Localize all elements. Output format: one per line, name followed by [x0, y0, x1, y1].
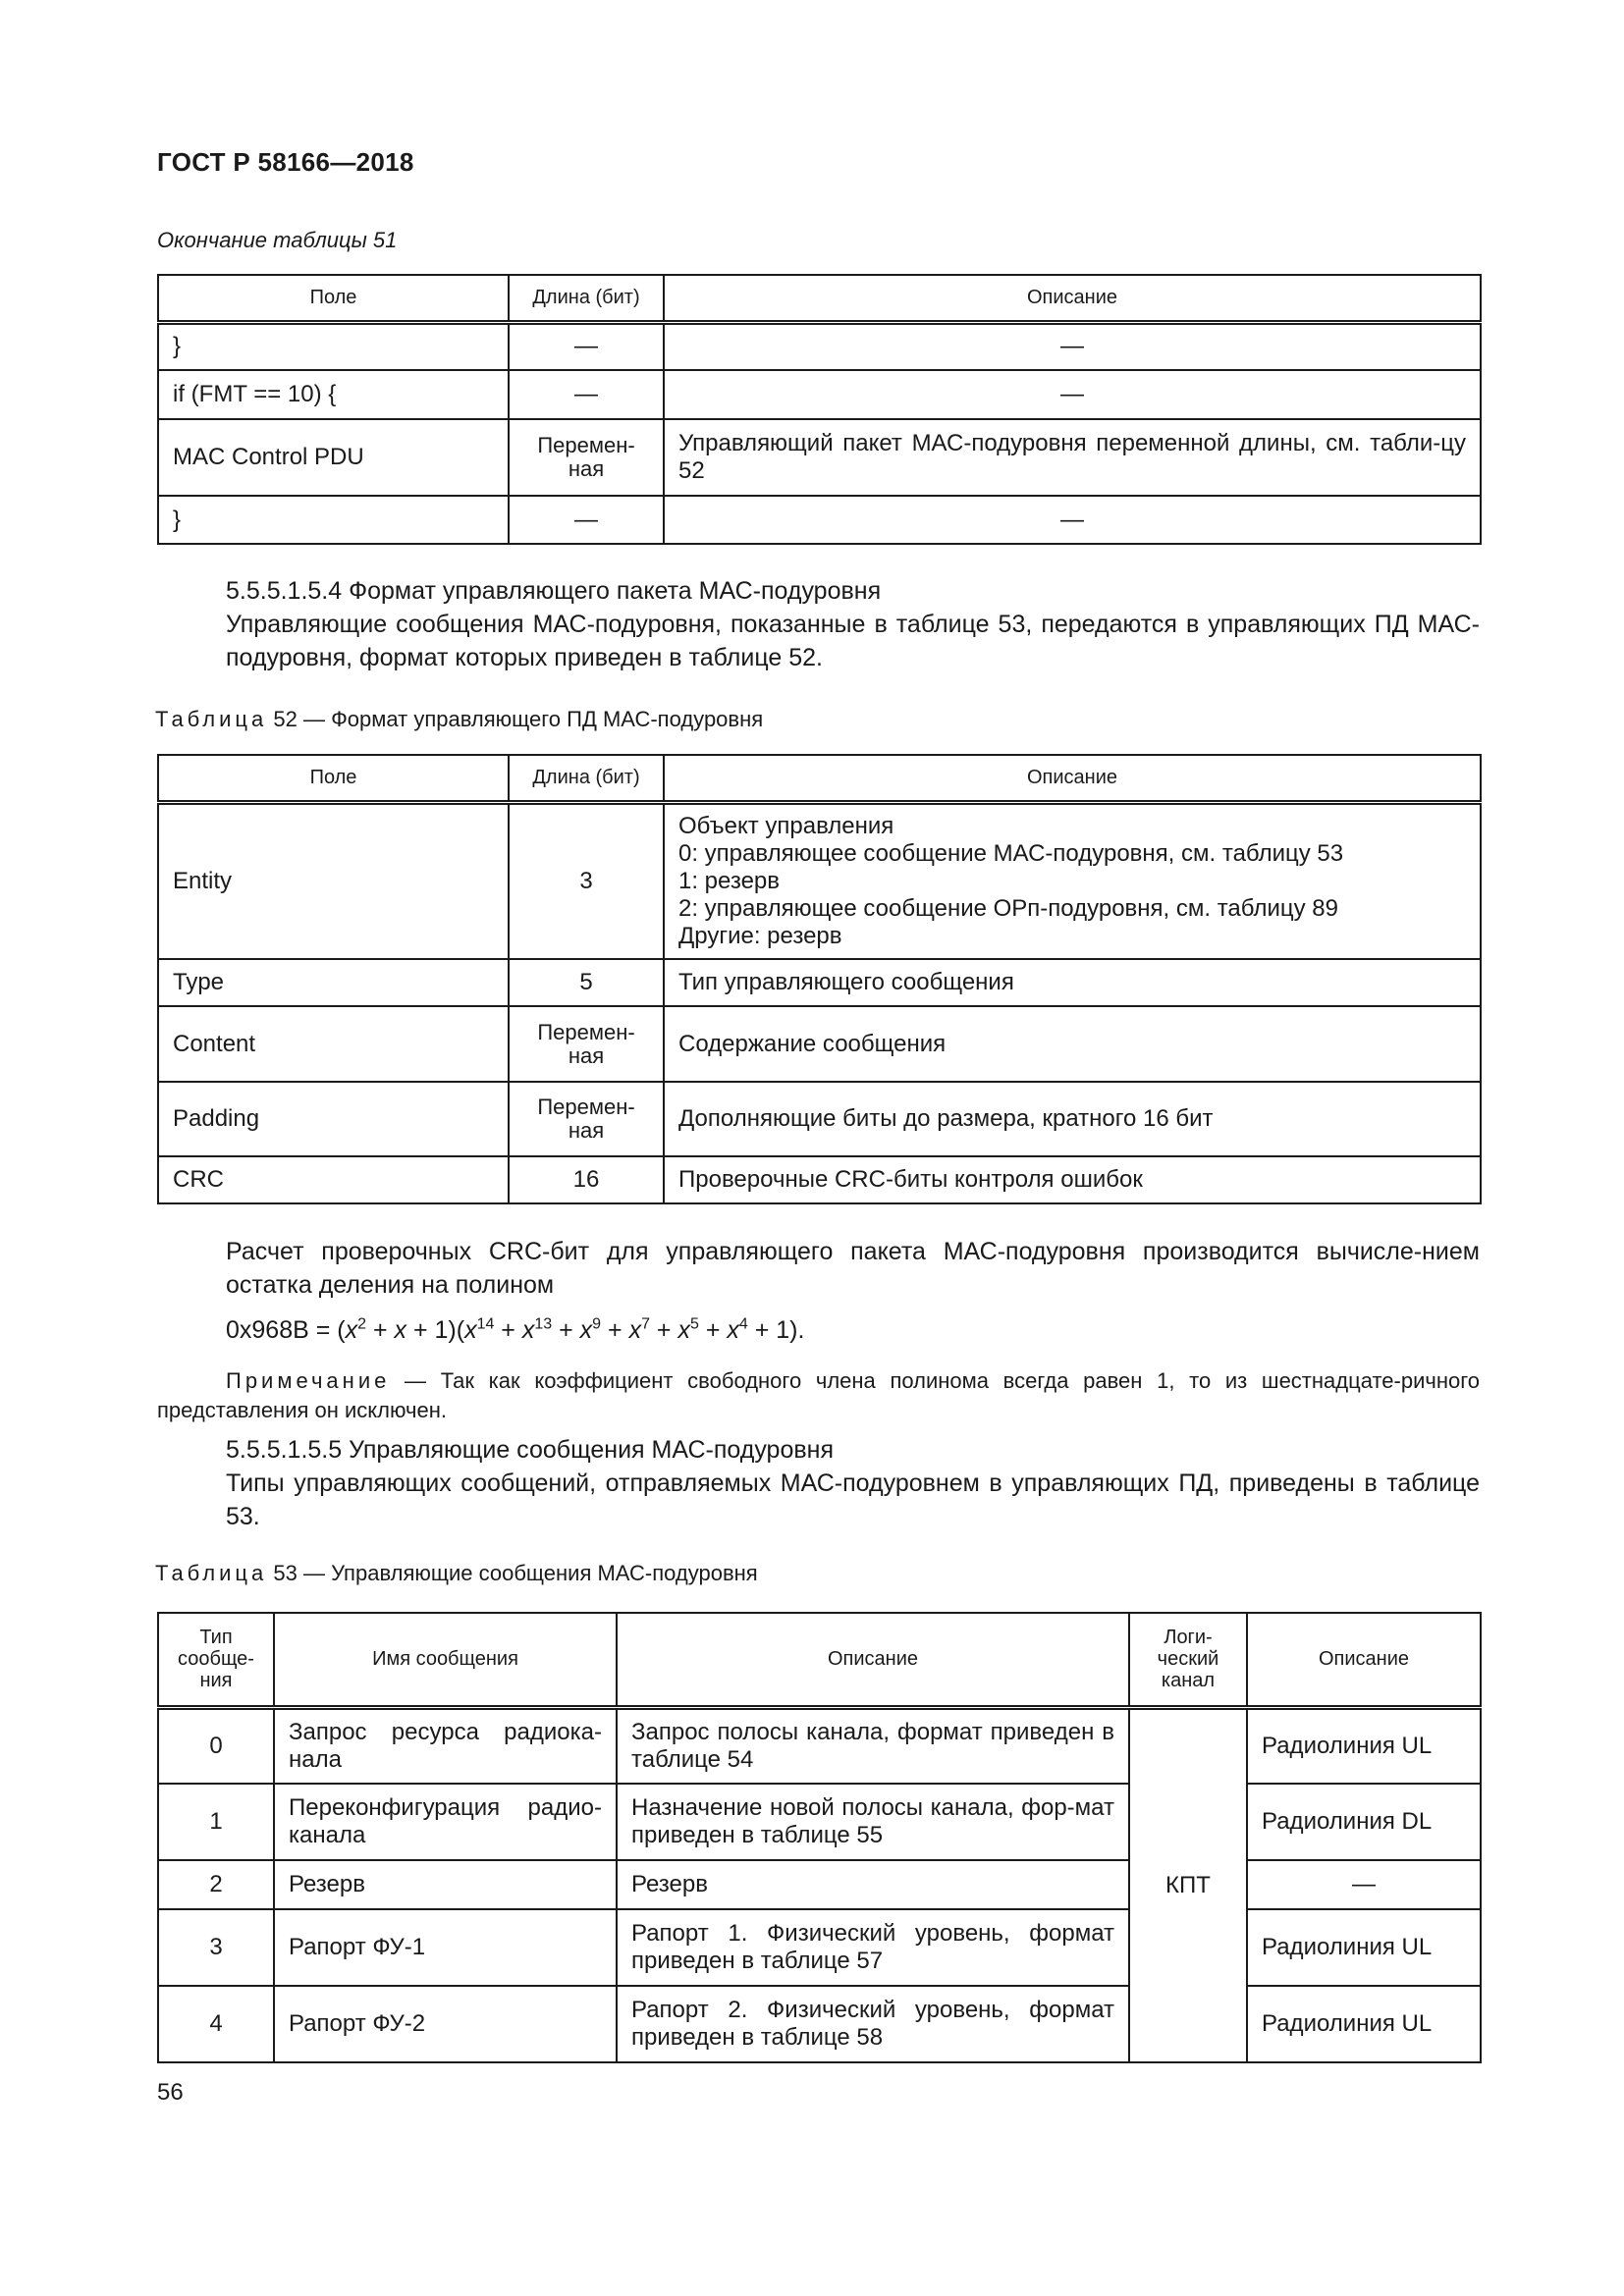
table-row — [158, 959, 1481, 1006]
table52-header-description: Описание — [664, 755, 1481, 802]
crc-paragraph — [157, 1235, 1480, 1347]
table51-cell-field: if (FMT == 10) { — [158, 370, 509, 419]
table53-cell-type: 4 — [158, 1986, 274, 2062]
table52-cell-field: Padding — [158, 1082, 509, 1156]
table-row — [158, 802, 1481, 959]
table-row — [158, 1082, 1481, 1156]
table-51 — [157, 274, 1482, 545]
note-text: — Так как коэффициент свободного члена полинома всегда равен 1, то из шестнадцате-ричного представления он исключен. — [157, 1368, 1480, 1422]
table53-caption-text: 53 — Управляющие сообщения МАС-подуровня — [267, 1561, 758, 1585]
table52-cell-description: Дополняющие биты до размера, кратного 16 бит — [664, 1082, 1481, 1156]
table-row — [158, 1860, 1481, 1909]
table51-caption: Окончание таблицы 51 — [157, 228, 398, 252]
table51-cell-field: MAC Control PDU — [158, 419, 509, 496]
table-row — [158, 322, 1481, 370]
section-text: Управляющие сообщения МАС-подуровня, показанные в таблице 53, передаются в управляющих ПД МАС-подуровня, формат которых приведен в таблице 52. — [226, 611, 1480, 671]
note — [157, 1366, 1480, 1425]
table53-header-description: Описание — [617, 1613, 1129, 1707]
table53-cell-description: Назначение новой полосы канала, фор-мат приведен в таблице 55 — [617, 1784, 1129, 1860]
table53-cell-description: Рапорт 2. Физический уровень, формат приведен в таблице 58 — [617, 1986, 1129, 2062]
section-5-5-5-1-5-4 — [157, 574, 1480, 674]
table53-cell-direction: Радиолиния UL — [1247, 1986, 1481, 2062]
document-header: ГОСТ Р 58166—2018 — [157, 147, 414, 177]
section-title: 5.5.5.1.5.5 Управляющие сообщения МАС-подуровня — [226, 1436, 834, 1464]
table-52 — [157, 754, 1482, 1204]
table-row — [158, 1156, 1481, 1203]
table53-cell-description: Запрос полосы канала, формат приведен в таблице 54 — [617, 1707, 1129, 1784]
table52-cell-field: Content — [158, 1006, 509, 1082]
table51-cell-description: — — [664, 370, 1481, 419]
table53-cell-type: 3 — [158, 1909, 274, 1986]
table53-cell-description: Резерв — [617, 1860, 1129, 1909]
table53-cell-direction: Радиолиния DL — [1247, 1784, 1481, 1860]
table-53 — [157, 1612, 1482, 2063]
table52-cell-length: 3 — [509, 802, 664, 959]
table52-caption-text: 52 — Формат управляющего ПД МАС-подуровня — [267, 707, 764, 731]
page-number: 56 — [157, 2079, 184, 2106]
crc-text: Расчет проверочных CRC-бит для управляющего пакета МАС-подуровня производится вычисле-нием остатка деления на полином — [226, 1238, 1480, 1299]
table-row — [158, 1006, 1481, 1082]
table51-cell-length: — — [509, 496, 664, 544]
section-title: 5.5.5.1.5.4 Формат управляющего пакета МАС-подуровня — [226, 577, 882, 605]
table52-cell-length: 5 — [509, 959, 664, 1006]
table53-cell-name: Переконфигурация радио-канала — [274, 1784, 617, 1860]
table-row — [158, 1784, 1481, 1860]
table51-cell-field: } — [158, 322, 509, 370]
table53-cell-description: Рапорт 1. Физический уровень, формат приведен в таблице 57 — [617, 1909, 1129, 1986]
table-row — [158, 496, 1481, 544]
table51-cell-description: — — [664, 496, 1481, 544]
table52-cell-length: 16 — [509, 1156, 664, 1203]
table51-cell-description: — — [664, 322, 1481, 370]
table52-cell-length: Перемен-ная — [509, 1082, 664, 1156]
table52-header-length: Длина (бит) — [509, 755, 664, 802]
section-text: Типы управляющих сообщений, отправляемых МАС-подуровнем в управляющих ПД, приведены в таблице 53. — [226, 1469, 1480, 1530]
table-word: Таблица — [155, 707, 268, 731]
table51-cell-description: Управляющий пакет МАС-подуровня переменной длины, см. табли-цу 52 — [664, 419, 1481, 496]
table53-cell-channel: КПТ — [1129, 1707, 1247, 2062]
table52-cell-description: Содержание сообщения — [664, 1006, 1481, 1082]
table51-header-description: Описание — [664, 275, 1481, 322]
table53-cell-name: Резерв — [274, 1860, 617, 1909]
table51-header-length: Длина (бит) — [509, 275, 664, 322]
note-label: Примечание — [226, 1368, 391, 1393]
table53-header-type: Тип сообще-ния — [158, 1613, 274, 1707]
table51-header-field: Поле — [158, 275, 509, 322]
table52-cell-description: Тип управляющего сообщения — [664, 959, 1481, 1006]
table53-cell-direction: Радиолиния UL — [1247, 1909, 1481, 1986]
table-row — [158, 1986, 1481, 2062]
table53-header-name: Имя сообщения — [274, 1613, 617, 1707]
table52-header-field: Поле — [158, 755, 509, 802]
table53-header-direction: Описание — [1247, 1613, 1481, 1707]
table51-cell-length: Перемен-ная — [509, 419, 664, 496]
table-row — [158, 419, 1481, 496]
table52-cell-field: Type — [158, 959, 509, 1006]
table51-cell-length: — — [509, 322, 664, 370]
crc-formula: $0x968B = (x^2 + x + 1)(x^{14} + x^{13} + x^9 + x^7 + x^5 + x^4 + 1)$. — [226, 1315, 805, 1344]
table53-caption — [155, 1561, 758, 1586]
table52-cell-length: Перемен-ная — [509, 1006, 664, 1082]
section-5-5-5-1-5-5 — [157, 1433, 1480, 1533]
table53-cell-type: 1 — [158, 1784, 274, 1860]
table53-cell-direction: Радиолиния UL — [1247, 1707, 1481, 1784]
table-row — [158, 1707, 1481, 1784]
table53-cell-name: Рапорт ФУ-1 — [274, 1909, 617, 1986]
table52-caption — [155, 707, 763, 732]
table53-header-channel: Логи-ческий канал — [1129, 1613, 1247, 1707]
table52-cell-description: Проверочные CRC-биты контроля ошибок — [664, 1156, 1481, 1203]
table-row — [158, 370, 1481, 419]
table52-cell-description: Объект управления 0: управляющее сообщение МАС-подуровня, см. таблицу 53 1: резерв 2: управляющее сообщение ОРп-подуровня, см. таблицу 89 Другие: резерв — [664, 802, 1481, 959]
table52-cell-field: Entity — [158, 802, 509, 959]
table-row — [158, 1909, 1481, 1986]
table51-cell-field: } — [158, 496, 509, 544]
table52-cell-field: CRC — [158, 1156, 509, 1203]
table-word: Таблица — [155, 1561, 268, 1585]
table53-cell-name: Запрос ресурса радиока-нала — [274, 1707, 617, 1784]
table53-cell-name: Рапорт ФУ-2 — [274, 1986, 617, 2062]
table53-cell-direction: — — [1247, 1860, 1481, 1909]
table53-cell-type: 0 — [158, 1707, 274, 1784]
table51-cell-length: — — [509, 370, 664, 419]
table53-cell-type: 2 — [158, 1860, 274, 1909]
